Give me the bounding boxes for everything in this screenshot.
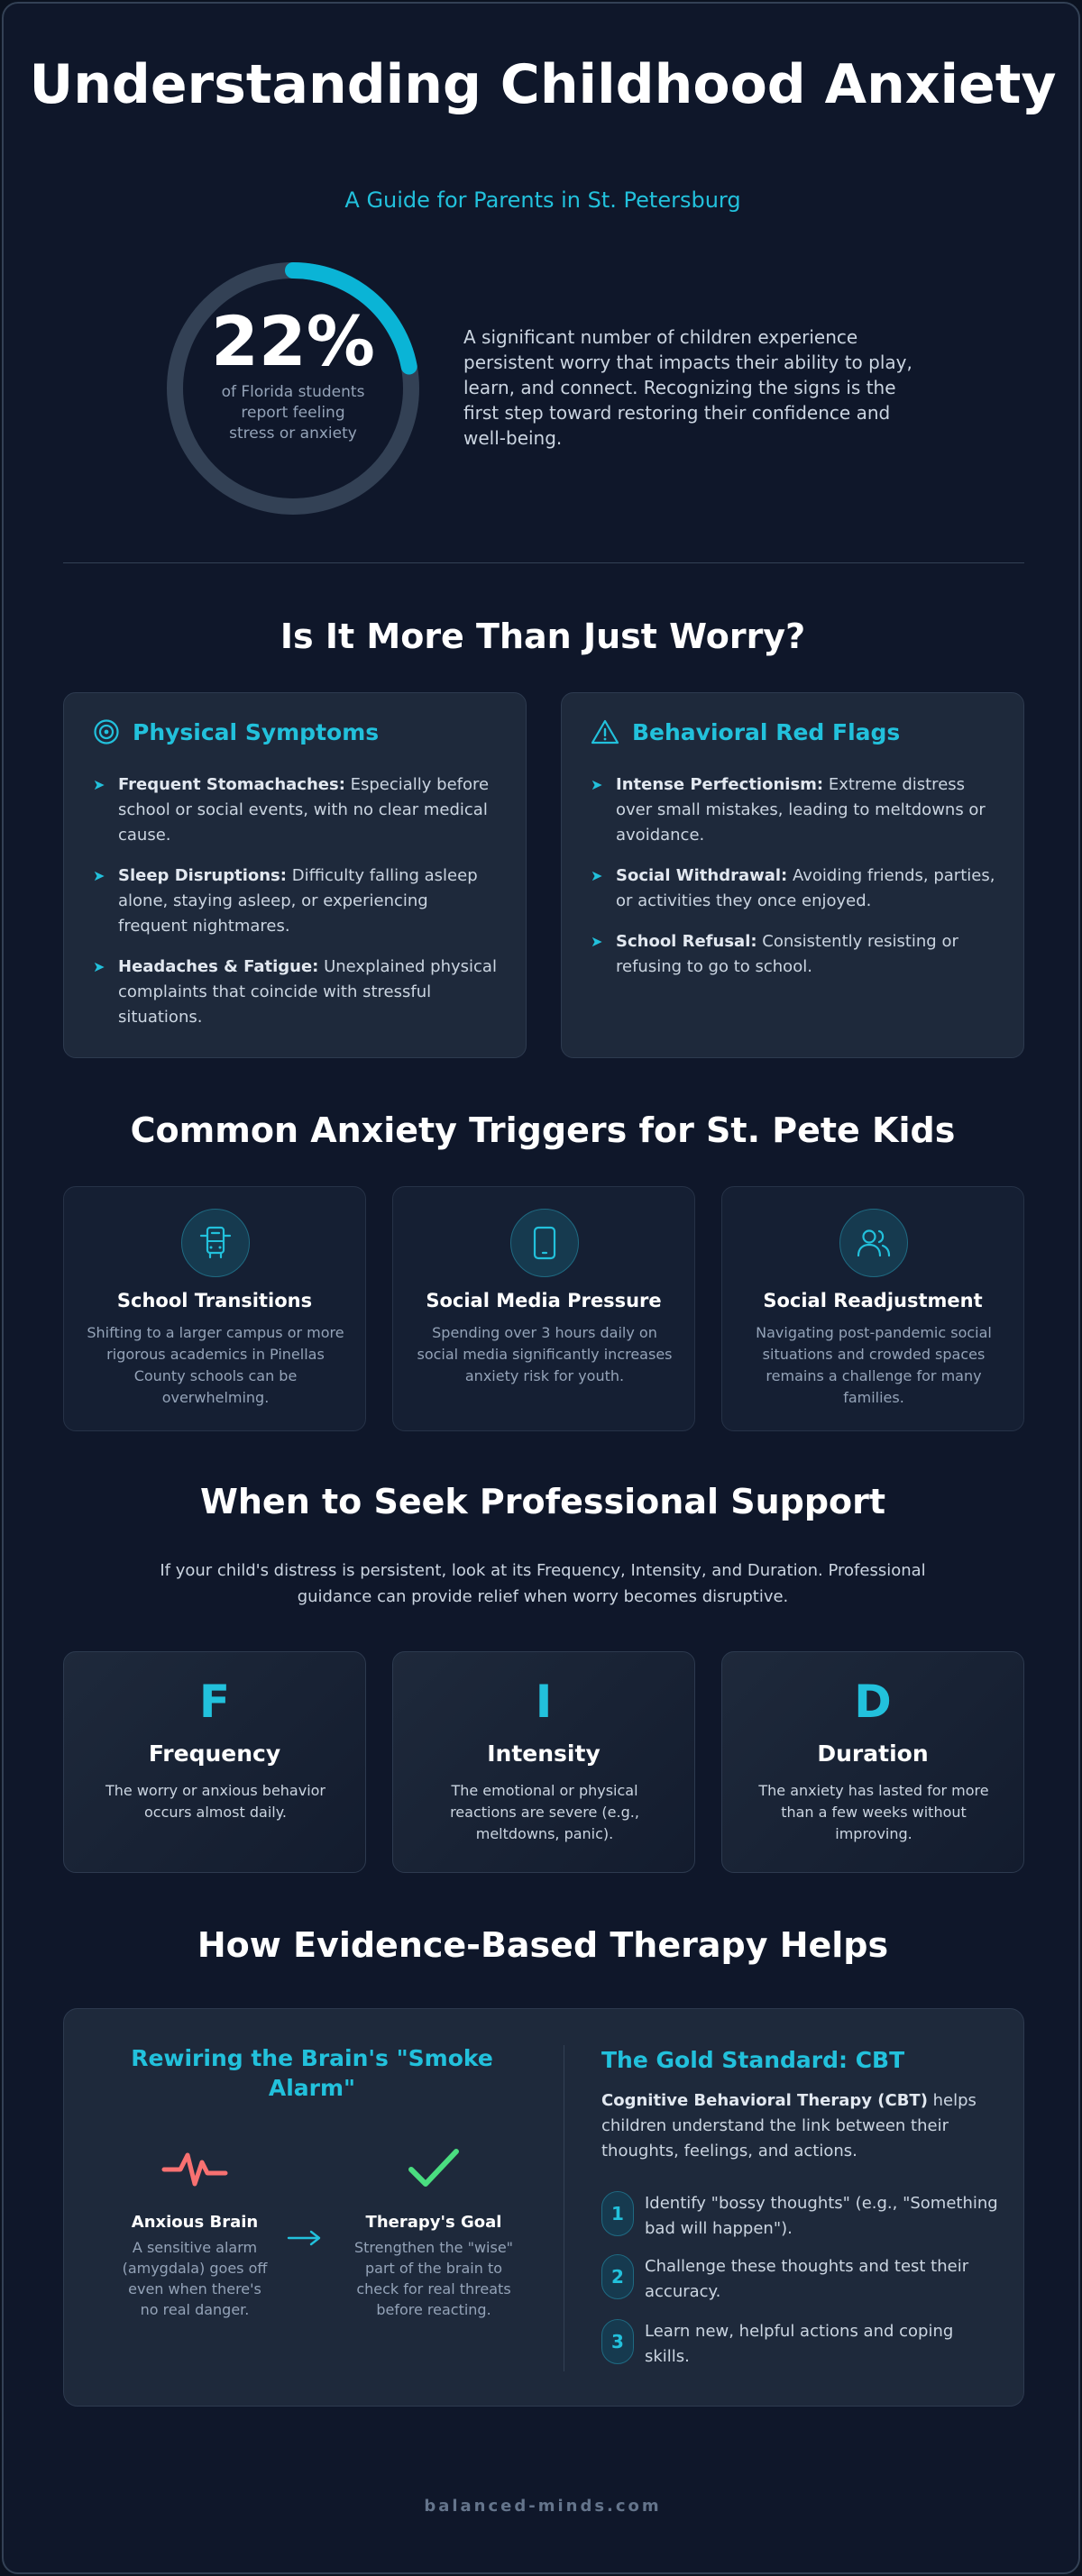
arrow-icon: ➤ — [93, 958, 105, 975]
section-title-therapy: How Evidence-Based Therapy Helps — [197, 1925, 889, 1965]
support-intro: If your child's distress is persistent, look at its Frequency, Intensity, and Duration. Professional guidance can provide relief when worry becomes disruptive. — [160, 1561, 926, 1606]
target-icon — [93, 718, 120, 745]
step-number: 3 — [601, 2319, 634, 2364]
therapy-goal-desc: Strengthen the "wise" part of the brain to check for real threats before reacting. — [353, 2239, 514, 2318]
trigger-title: School Transitions — [116, 1290, 313, 1311]
users-icon — [839, 1209, 908, 1277]
anxious-brain-column — [118, 2144, 271, 2320]
page-subtitle: A Guide for Parents in St. Petersburg — [344, 187, 741, 213]
card-title: Frequency — [148, 1740, 281, 1767]
step-text: Identify "bossy thoughts" (e.g., "Something bad will happen"). — [645, 2194, 998, 2238]
trigger-card-school-transitions — [63, 1186, 366, 1431]
card-description: The anxiety has lasted for more than a few weeks without improving. — [758, 1782, 989, 1842]
card-description: The emotional or physical reactions are severe (e.g., meltdowns, panic). — [450, 1782, 639, 1842]
list-item: ➤ Frequent Stomachaches: Especially before school or social events, with no clear medical cause. — [93, 772, 500, 848]
card-letter: I — [535, 1676, 553, 1728]
frequency-card — [63, 1651, 366, 1873]
list-item: ➤ Headaches & Fatigue: Unexplained physical complaints that coincide with stressful situations. — [93, 955, 500, 1030]
list-item: ➤ Sleep Disruptions: Difficulty falling asleep alone, staying asleep, or experiencing frequent nightmares. — [93, 863, 500, 939]
list-item: ➤ Social Withdrawal: Avoiding friends, parties, or activities they once enjoyed. — [591, 863, 998, 914]
behavioral-red-flags-card — [561, 692, 1024, 1058]
trigger-card-social-readjustment — [721, 1186, 1024, 1431]
step-text: Learn new, helpful actions and coping skills. — [645, 2322, 954, 2366]
list-item: ➤ School Refusal: Consistently resisting or refusing to go to school. — [591, 929, 998, 980]
intensity-card — [392, 1651, 695, 1873]
card-title: Intensity — [487, 1740, 601, 1767]
trigger-description: Navigating post-pandemic social situations and crowded spaces remains a challenge for many families. — [756, 1324, 992, 1406]
trigger-title: Social Readjustment — [763, 1290, 983, 1311]
cbt-step — [601, 2191, 998, 2242]
warning-icon — [591, 718, 619, 745]
section-divider — [63, 562, 1024, 563]
trigger-description: Shifting to a larger campus or more rigorous academics in Pinellas County schools can be overwhelming. — [87, 1324, 344, 1406]
footer-site-link[interactable]: balanced-minds.com — [424, 2497, 662, 2516]
smartphone-icon — [510, 1209, 579, 1277]
arrow-right-icon — [286, 2229, 324, 2247]
physical-symptoms-card — [63, 692, 527, 1058]
trigger-card-social-media — [392, 1186, 695, 1431]
step-number: 1 — [601, 2191, 634, 2236]
card-letter: D — [854, 1676, 892, 1728]
intro-text: A significant number of children experience persistent worry that impacts their ability to play, learn, and connect. Recognizing the signs is the first step toward restoring their confidence and well-being. — [463, 326, 912, 449]
card-letter: F — [198, 1676, 231, 1728]
arrow-icon: ➤ — [93, 776, 105, 793]
arrow-icon: ➤ — [591, 933, 603, 950]
school-bus-icon — [181, 1209, 250, 1277]
cbt-title: The Gold Standard: CBT — [601, 2047, 905, 2073]
page-title: Understanding Childhood Anxiety — [29, 53, 1057, 116]
behavioral-red-flags-list — [591, 772, 998, 995]
stat-value: 22% — [211, 301, 375, 381]
cbt-step — [601, 2319, 998, 2370]
section-title-triggers: Common Anxiety Triggers for St. Pete Kids — [130, 1110, 956, 1150]
anxious-brain-desc: A sensitive alarm (amygdala) goes off even when there's no real danger. — [122, 2239, 268, 2318]
arrow-icon: ➤ — [93, 867, 105, 884]
arrow-icon: ➤ — [591, 776, 603, 793]
physical-symptoms-list — [93, 772, 500, 1046]
therapy-goal-title: Therapy's Goal — [365, 2213, 502, 2232]
brain-rewiring-title: Rewiring the Brain's "Smoke Alarm" — [131, 2045, 493, 2101]
card-description: The worry or anxious behavior occurs almost daily. — [105, 1782, 326, 1821]
section-title-support: When to Seek Professional Support — [199, 1482, 886, 1521]
list-item: ➤ Intense Perfectionism: Extreme distress over small mistakes, leading to meltdowns or avoidance. — [591, 772, 998, 848]
trigger-title: Social Media Pressure — [426, 1290, 662, 1311]
trigger-description: Spending over 3 hours daily on social media significantly increases anxiety risk for youth. — [417, 1324, 673, 1384]
cbt-step — [601, 2254, 998, 2305]
infographic — [2, 2, 1080, 2574]
card-title: Duration — [817, 1740, 929, 1767]
therapy-goal-column — [353, 2144, 515, 2320]
heartbeat-alarm-icon — [160, 2144, 229, 2193]
step-text: Challenge these thoughts and test their accuracy. — [645, 2257, 969, 2301]
duration-card — [721, 1651, 1024, 1873]
physical-symptoms-title: Physical Symptoms — [133, 718, 380, 745]
stat-caption: of Florida students report feeling stress or anxiety — [221, 383, 365, 443]
cbt-intro: Cognitive Behavioral Therapy (CBT) helps children understand the link between their thoughts, feelings, and actions. — [601, 2091, 977, 2160]
therapy-panel — [63, 2008, 1024, 2407]
section-title-worry: Is It More Than Just Worry? — [280, 617, 806, 656]
step-number: 2 — [601, 2254, 634, 2299]
arrow-icon: ➤ — [591, 867, 603, 884]
behavioral-red-flags-title: Behavioral Red Flags — [632, 718, 901, 745]
anxious-brain-title: Anxious Brain — [131, 2213, 259, 2232]
checkmark-icon — [402, 2144, 465, 2193]
